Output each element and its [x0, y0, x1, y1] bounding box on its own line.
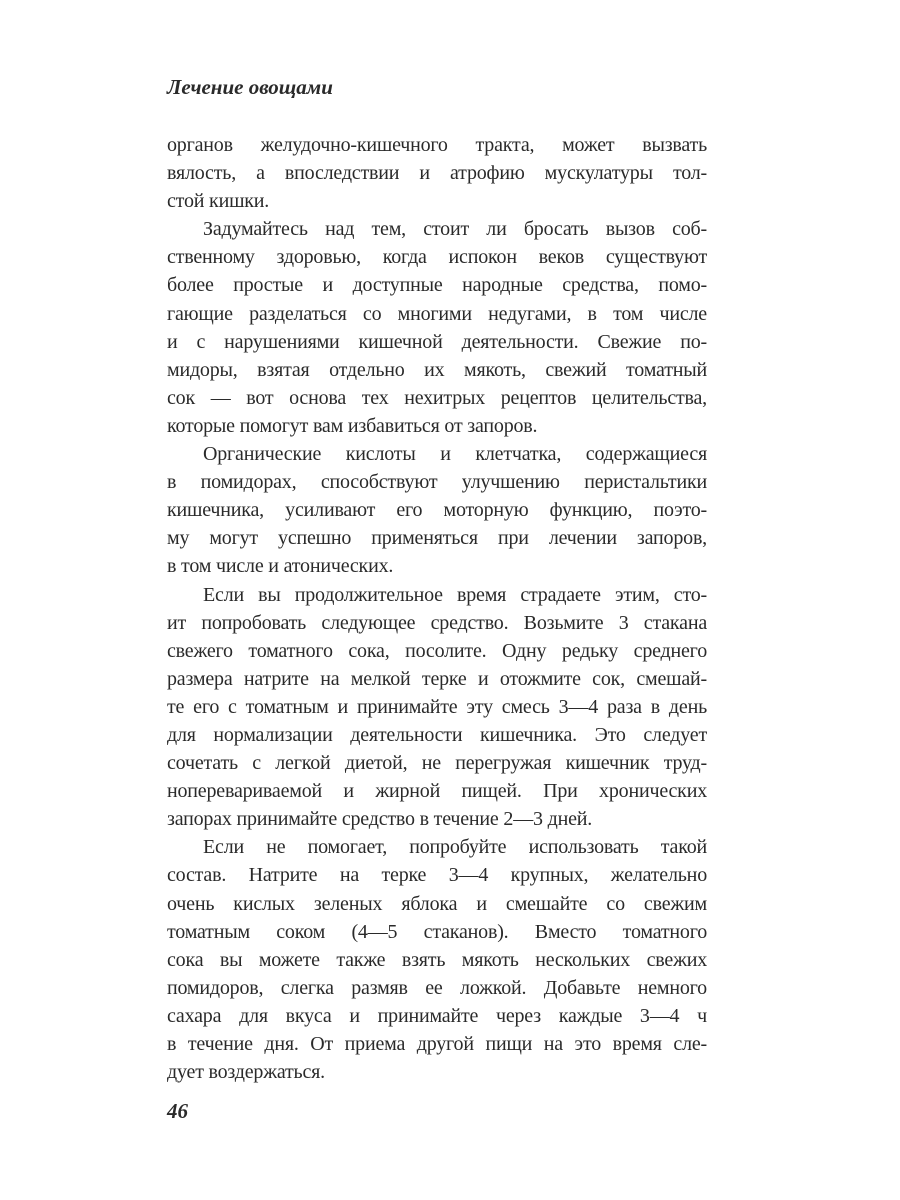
- text-line: му могут успешно применяться при лечении запоров,: [167, 527, 707, 550]
- text-line: дует воздержаться.: [167, 1061, 325, 1084]
- text-line: в том числе и атонических.: [167, 555, 394, 578]
- paragraph: [167, 833, 707, 1086]
- text-line: состав. Натрите на терке 3—4 крупных, желательно: [167, 864, 707, 887]
- text-line: вялость, а впоследствии и атрофию мускулатуры тол-: [167, 162, 707, 185]
- text-line: в помидорах, способствуют улучшению перистальтики: [167, 471, 707, 494]
- text-line: ственному здоровью, когда испокон веков существуют: [167, 246, 707, 269]
- text-line: ит попробовать следующее средство. Возьмите 3 стакана: [167, 611, 707, 634]
- text-line: сок — вот основа тех нехитрых рецептов целительства,: [167, 386, 707, 409]
- text-line: свежего томатного сока, посолите. Одну редьку среднего: [167, 639, 707, 662]
- text-line: органов желудочно-кишечного тракта, может вызвать: [167, 134, 707, 156]
- text-line: помидоров, слегка размяв ее ложкой. Добавьте немного: [167, 976, 707, 999]
- text-line: для нормализации деятельности кишечника. Это следует: [167, 723, 707, 746]
- text-line: ноперевариваемой и жирной пищей. При хронических: [167, 780, 707, 803]
- text-line: мидоры, взятая отдельно их мякоть, свежий томатный: [167, 358, 707, 381]
- paragraph: [167, 581, 707, 834]
- text-line: стой кишки.: [167, 190, 270, 213]
- text-line: гающие разделаться со многими недугами, в том числе: [167, 302, 707, 325]
- paragraph: [167, 440, 707, 580]
- text-line: в течение дня. От приема другой пищи на это время сле-: [167, 1033, 707, 1055]
- text-line: сахара для вкуса и принимайте через каждые 3—4 ч: [167, 1004, 707, 1027]
- text-line: те его с томатным и принимайте эту смесь 3—4 раза в день: [167, 695, 707, 718]
- text-line: и с нарушениями кишечной деятельности. Свежие по-: [167, 330, 707, 353]
- text-line: размера натрите на мелкой терке и отожмите сок, смешай-: [167, 667, 707, 690]
- text-line: запорах принимайте средство в течение 2—3 дней.: [167, 808, 593, 831]
- text-line: которые помогут вам избавиться от запоров.: [167, 414, 538, 437]
- text-line: более простые и доступные народные средства, помо-: [167, 274, 707, 297]
- text-line: Если вы продолжительное время страдаете этим, сто-: [203, 583, 707, 606]
- paragraph: [167, 131, 707, 215]
- text-line: Органические кислоты и клетчатка, содержащиеся: [203, 443, 707, 466]
- body-text: [167, 131, 707, 1086]
- text-line: сочетать с легкой диетой, не перегружая кишечник труд-: [167, 752, 707, 775]
- text-line: очень кислых зеленых яблока и смешайте со свежим: [167, 892, 707, 915]
- text-line: сока вы можете также взять мякоть нескольких свежих: [167, 948, 707, 971]
- text-line: томатным соком (4—5 стаканов). Вместо томатного: [167, 920, 707, 943]
- text-line: кишечника, усиливают его моторную функцию, поэто-: [167, 499, 707, 522]
- page-number: 46: [167, 1099, 188, 1123]
- text-line: Если не помогает, попробуйте использовать такой: [203, 836, 707, 859]
- running-head: Лечение овощами: [167, 75, 333, 99]
- text-line: Задумайтесь над тем, стоит ли бросать вызов соб-: [203, 218, 707, 241]
- paragraph: [167, 215, 707, 440]
